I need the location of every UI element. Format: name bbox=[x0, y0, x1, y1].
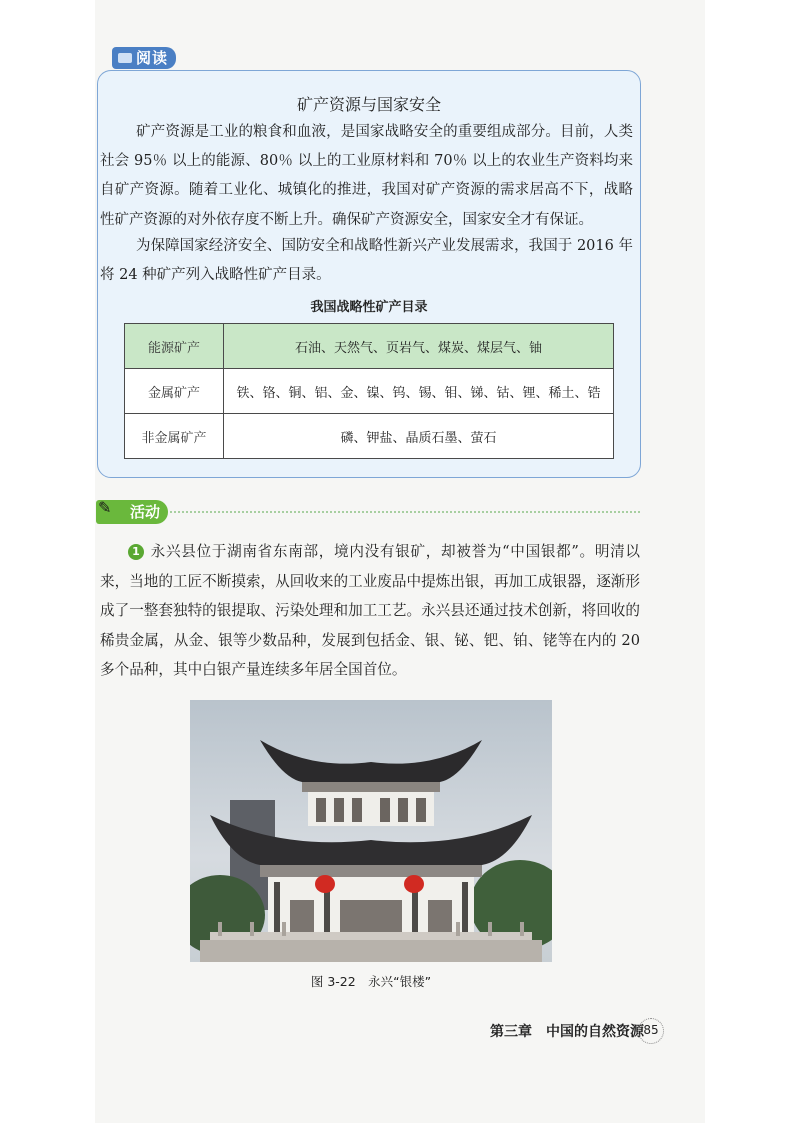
yinlou-photo bbox=[190, 700, 552, 962]
table-row bbox=[125, 369, 614, 414]
table-category: 金属矿产 bbox=[125, 369, 224, 414]
table-items: 石油、天然气、页岩气、煤炭、煤层气、铀 bbox=[224, 324, 614, 369]
book-icon bbox=[118, 53, 132, 63]
table-items: 铁、铬、铜、铝、金、镍、钨、锡、钼、锑、钴、锂、稀土、锆 bbox=[224, 369, 614, 414]
table-row bbox=[125, 414, 614, 459]
table-row bbox=[125, 324, 614, 369]
table-caption: 我国战略性矿产目录 bbox=[310, 300, 428, 315]
table-category: 能源矿产 bbox=[125, 324, 224, 369]
reading-title: 矿产资源与国家安全 bbox=[296, 95, 441, 114]
item-number-badge: 1 bbox=[128, 544, 144, 560]
reading-tag-label: 阅读 bbox=[136, 49, 169, 67]
table-category: 非金属矿产 bbox=[125, 414, 224, 459]
table-items: 磷、钾盐、晶质石墨、萤石 bbox=[224, 414, 614, 459]
reading-paragraph: 矿产资源是工业的粮食和血液，是国家战略安全的重要组成部分。目前，人类社会 95％ 以上的能源、80％ 以上的工业原材料和 70％ 以上的农业生产资料均来自矿产资源。随着工业化、城镇化的推进，我国对矿产资源的需求居高不下，战略性矿产资源的对外依存度不断上升。确保矿产资源安全，国家安全才有保证。 bbox=[100, 124, 633, 228]
strategic-minerals-table bbox=[124, 323, 614, 459]
pavilion-illustration bbox=[190, 700, 552, 962]
activity-tag-label: 活动 bbox=[129, 503, 160, 521]
reading-tag bbox=[112, 47, 176, 69]
activity-tag bbox=[96, 500, 168, 524]
chapter-footer: 第三章 中国的自然资源 bbox=[490, 1024, 644, 1040]
reading-paragraph: 为保障国家经济安全、国防安全和战略性新兴产业发展需求，我国于 2016 年将 24 种矿产列入战略性矿产目录。 bbox=[100, 238, 633, 284]
dotted-divider bbox=[170, 511, 640, 513]
activity-paragraph: 1 永兴县位于湖南省东南部，境内没有银矿，却被誉为“中国银都”。明清以来，当地的工匠不断摸索，从回收来的工业废品中提炼出银，再加工成银器，逐渐形成了一整套独特的银提取、污染处理和加工工艺。永兴县还通过技术创新，将回收的稀贵金属，从金、银等少数品种，发展到包括金、银、铋、钯、铂、铑等在内的 20 多个品种，其中白银产量连续多年居全国首位。 bbox=[100, 543, 640, 679]
page-number: 85 bbox=[638, 1018, 664, 1044]
pen-icon: ✎ bbox=[98, 498, 112, 517]
figure-caption: 图 3-22 永兴“银楼” bbox=[310, 974, 432, 989]
